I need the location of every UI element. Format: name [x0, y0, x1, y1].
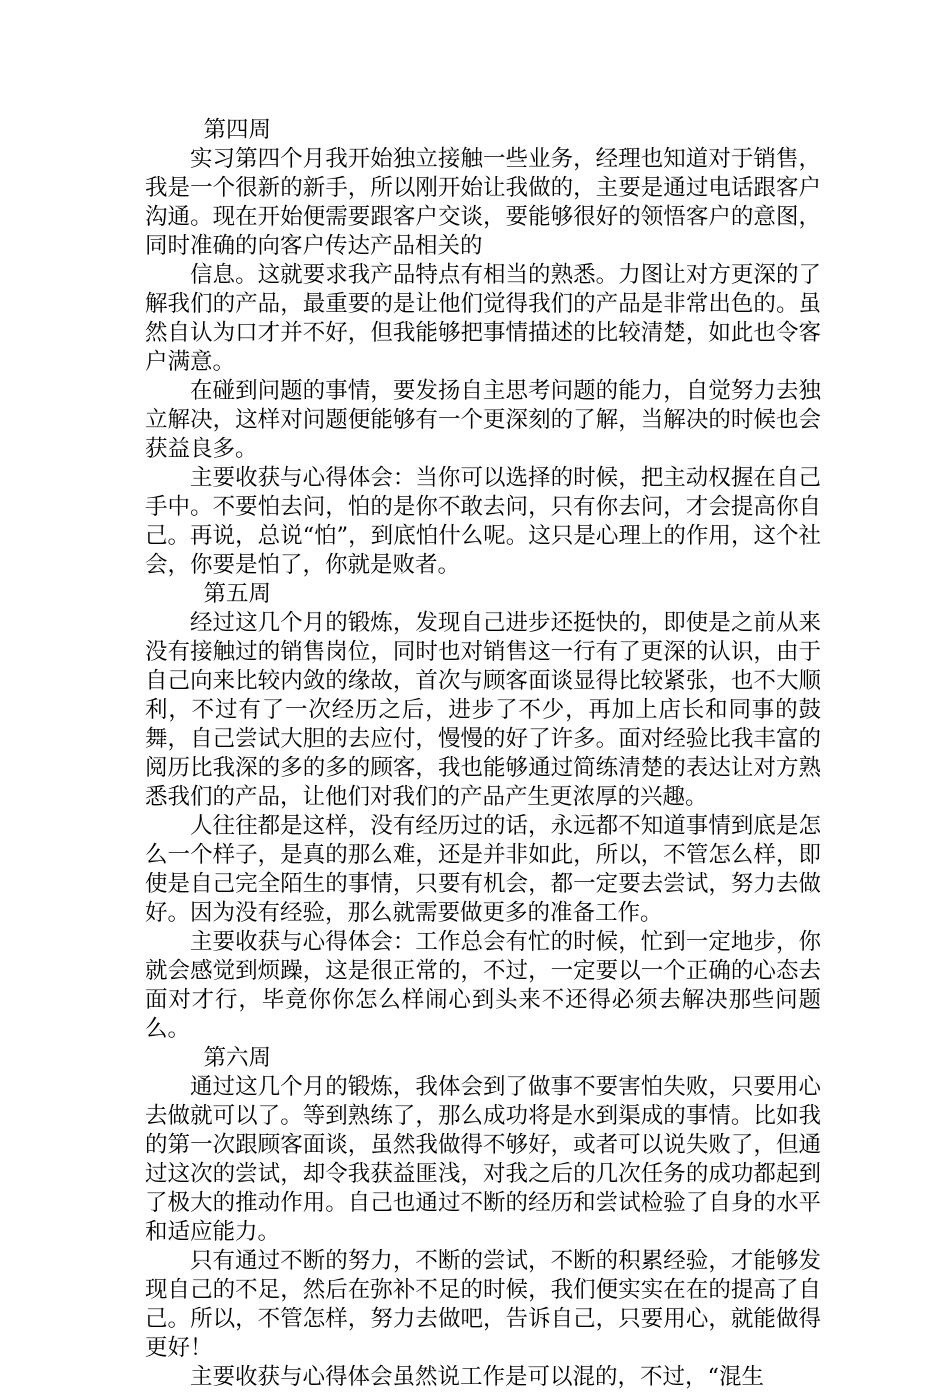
- paragraph: 在碰到问题的事情，要发扬自主思考问题的能力，自觉努力去独立解决，这样对问题便能够有一个更深刻的了解，当解决的时候也会获益良多。: [145, 378, 821, 462]
- paragraph: 只有通过不断的努力，不断的尝试，不断的积累经验，才能够发现自己的不足，然后在弥补不足的时候，我们便实实在在的提高了自己。所以，不管怎样，努力去做吧，告诉自己，只要用心，就能做得更好！: [145, 1248, 821, 1361]
- paragraph: 主要收获与心得体会：当你可以选择的时候，把主动权握在自己手中。不要怕去问，怕的是你不敢去问，只有你去问，才会提高你自己。再说，总说“怕”，到底怕什么呢。这只是心理上的作用，这个社会，你要是怕了，你就是败者。: [145, 465, 821, 578]
- paragraph: 人往往都是这样，没有经历过的话，永远都不知道事情到底是怎么一个样子，是真的那么难，还是并非如此，所以，不管怎么样，即使是自己完全陌生的事情，只要有机会，都一定要去尝试，努力去做好。因为没有经验，那么就需要做更多的准备工作。: [145, 813, 821, 926]
- paragraph: 主要收获与心得体会虽然说工作是可以混的，不过，“混生: [190, 1364, 765, 1390]
- document-body: [145, 116, 821, 1392]
- paragraph: 通过这几个月的锻炼，我体会到了做事不要害怕失败，只要用心去做就可以了。等到熟练了，那么成功将是水到渠成的事情。比如我的第一次跟顾客面谈，虽然我做得不够好，或者可以说失败了，但通过这次的尝试，却令我获益匪浅，对我之后的几次任务的成功都起到了极大的推动作用。自己也通过不断的经历和尝试检验了自身的水平和适应能力。: [145, 1074, 821, 1245]
- paragraph: 主要收获与心得体会：工作总会有忙的时候，忙到一定地步，你就会感觉到烦躁，这是很正常的，不过，一定要以一个正确的心态去面对才行，毕竟你你怎么样闹心到头来不还得必须去解决那些问题么。: [145, 929, 821, 1042]
- section-heading-week6: 第六周: [203, 1045, 272, 1071]
- paragraph: 经过这几个月的锻炼，发现自己进步还挺快的，即使是之前从来没有接触过的销售岗位，同时也对销售这一行有了更深的认识，由于自己向来比较内敛的缘故，首次与顾客面谈显得比较紧张，也不大顺利，不过有了一次经历之后，进步了不少，再加上店长和同事的鼓舞，自己尝试大胆的去应付，慢慢的好了许多。面对经验比我丰富的阅历比我深的多的多的顾客，我也能够通过简练清楚的表达让对方熟悉我们的产品，让他们对我们的产品产生更浓厚的兴趣。: [145, 610, 821, 810]
- section-heading-week4: 第四周: [203, 117, 272, 143]
- paragraph: 实习第四个月我开始独立接触一些业务，经理也知道对于销售，我是一个很新的新手，所以刚开始让我做的，主要是通过电话跟客户沟通。现在开始便需要跟客户交谈，要能够很好的领悟客户的意图，同时准确的向客户传达产品相关的: [145, 146, 821, 259]
- section-heading-week5: 第五周: [203, 581, 272, 607]
- paragraph: 信息。这就要求我产品特点有相当的熟悉。力图让对方更深的了解我们的产品，最重要的是让他们觉得我们的产品是非常出色的。虽然自认为口才并不好，但我能够把事情描述的比较清楚，如此也令客户满意。: [145, 262, 821, 375]
